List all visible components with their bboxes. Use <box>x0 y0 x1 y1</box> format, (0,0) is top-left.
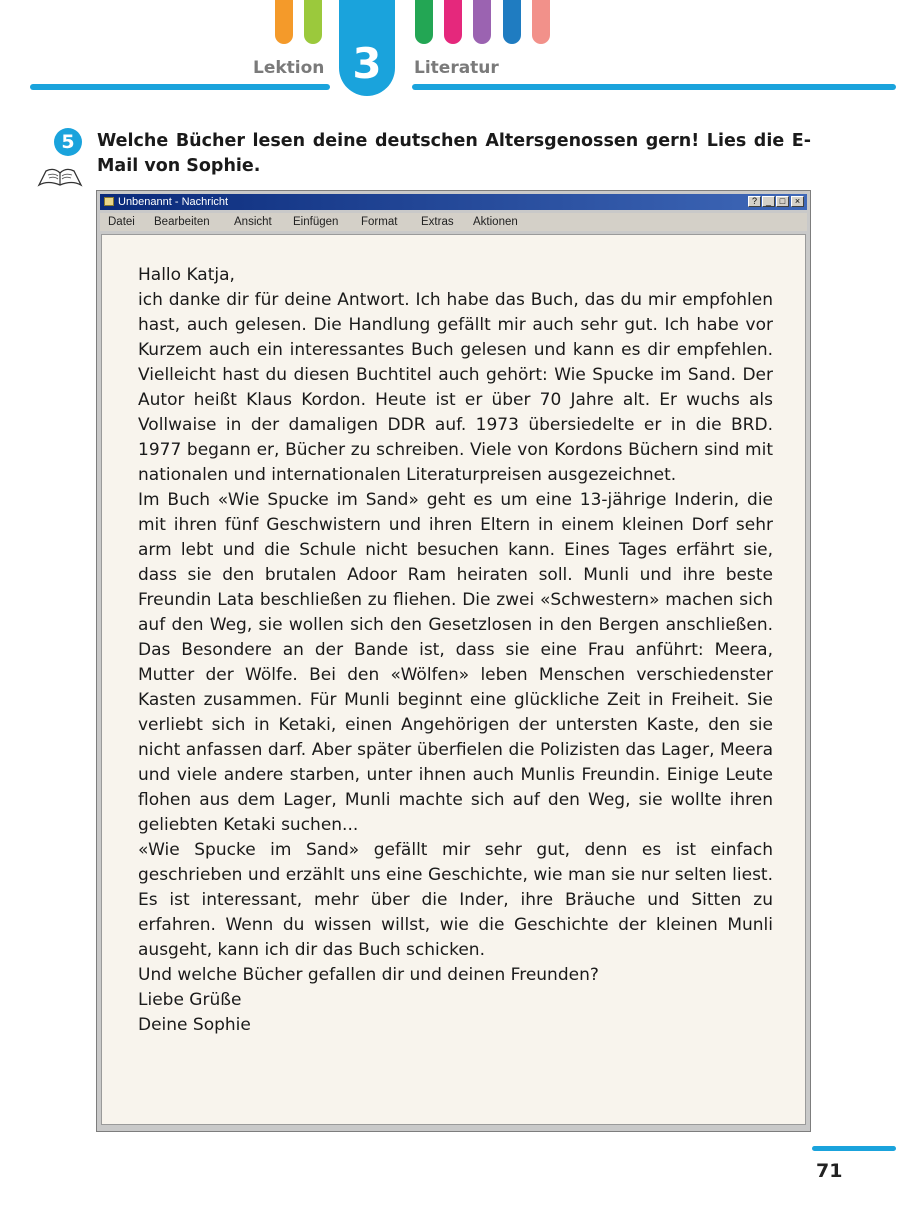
lesson-number-badge: 3 <box>339 0 395 96</box>
color-tab-magenta <box>444 0 462 44</box>
close-button[interactable]: × <box>791 196 804 207</box>
letter-signature: Deine Sophie <box>138 1015 251 1035</box>
menu-ansicht[interactable]: Ansicht <box>234 216 272 228</box>
maximize-button[interactable]: □ <box>776 196 789 207</box>
letter-greeting: Hallo Katja, <box>138 265 235 285</box>
help-icon[interactable]: ? <box>748 196 761 207</box>
header-line-left <box>30 84 330 90</box>
message-window-icon <box>104 197 114 206</box>
footer-line <box>812 1146 896 1151</box>
color-tab-green <box>415 0 433 44</box>
minimize-button[interactable]: _ <box>762 196 775 207</box>
color-tab-orange <box>275 0 293 44</box>
letter-paragraph: ich danke dir für deine Antwort. Ich habe das Buch, das du mir empfohlen hast, auch gelesen. Die Handlung gefällt mir auch sehr gut. Ich habe vor Kurzem auch ein interessantes Buch gelesen und kann es dir empfehlen. Vielleicht hast du diesen Buchtitel auch gehört: Wie Spucke im Sand. Der Autor heißt Klaus Kordon. Heute ist er über 70 Jahre alt. Er wuchs als Vollwaise in der damaligen DDR auf. 1973 übersiedelte er in die BRD. 1977 begann er, Bücher zu schreiben. Viele von Kordons Büchern sind mit nationalen und internationalen Literaturpreisen ausgezeichnet. <box>138 290 773 485</box>
color-tab-blue <box>503 0 521 44</box>
color-tab-lime <box>304 0 322 44</box>
letter-paragraph: Im Buch «Wie Spucke im Sand» geht es um eine 13-jährige Inderin, die mit ihren fünf Geschwistern und ihren Eltern in einem kleinen Dorf sehr arm lebt und die Schule nicht besuchen kann. Eines Tages erfährt sie, dass sie den brutalen Adoor Ram heiraten soll. Munli und ihre beste Freundin Lata beschließen zu fliehen. Die zwei «Schwestern» machen sich auf den Weg, sie wollen sich den Gesetzlosen in den Bergen anschließen. Das Besondere an der Bande ist, dass sie eine Frau anführt: Meera, Mutter der Wölfe. Bei den «Wölfen» leben Menschen verschiedenster Kasten zusammen. Für Munli beginnt eine glückliche Zeit in Freiheit. Sie verliebt sich in Ketaki, einen Angehörigen der untersten Kaste, den sie nicht anfassen darf. Aber später überfielen die Polizisten das Lager, Meera und viele andere starben, unter ihnen auch Munlis Freundin. Einige Leute flohen aus dem Lager, Munli machte sich auf den Weg, sie wollte ihren geliebten Ketaki suchen... <box>138 490 773 835</box>
email-window <box>96 190 811 1132</box>
menu-bearbeiten[interactable]: Bearbeiten <box>154 216 210 228</box>
menu-datei[interactable]: Datei <box>108 216 135 228</box>
letter-question: Und welche Bücher gefallen dir und deinen Freunden? <box>138 965 599 985</box>
color-tab-purple <box>473 0 491 44</box>
letter-closing: Liebe Grüße <box>138 990 242 1010</box>
lektion-label: Lektion <box>253 58 325 78</box>
letter-text <box>138 263 773 1038</box>
color-tab-salmon <box>532 0 550 44</box>
menu-format[interactable]: Format <box>361 216 398 228</box>
task-instruction: Welche Bücher lesen deine deutschen Altersgenossen gern! Lies die E-Mail von Sophie. <box>97 131 811 176</box>
page-number: 71 <box>816 1160 843 1182</box>
section-label: Literatur <box>414 58 499 78</box>
window-titlebar <box>100 194 807 210</box>
window-title: Unbenannt - Nachricht <box>118 196 229 208</box>
menu-aktionen[interactable]: Aktionen <box>473 216 518 228</box>
menu-extras[interactable]: Extras <box>421 216 454 228</box>
header-line-right <box>412 84 896 90</box>
task-number: 5 <box>54 128 82 156</box>
menu-einfuegen[interactable]: Einfügen <box>293 216 339 228</box>
menu-bar <box>100 213 807 231</box>
message-body[interactable] <box>101 234 806 1125</box>
letter-paragraph: «Wie Spucke im Sand» gefällt mir sehr gut, denn es ist einfach geschrieben und erzählt uns eine Geschichte, wie man sie nur selten liest. Es ist interessant, mehr über die Inder, ihre Bräuche und Sitten zu erfahren. Wenn du wissen willst, wie die Geschichte der kleinen Munli ausgeht, kann ich dir das Buch schicken. <box>138 840 773 960</box>
open-book-icon <box>36 163 84 193</box>
